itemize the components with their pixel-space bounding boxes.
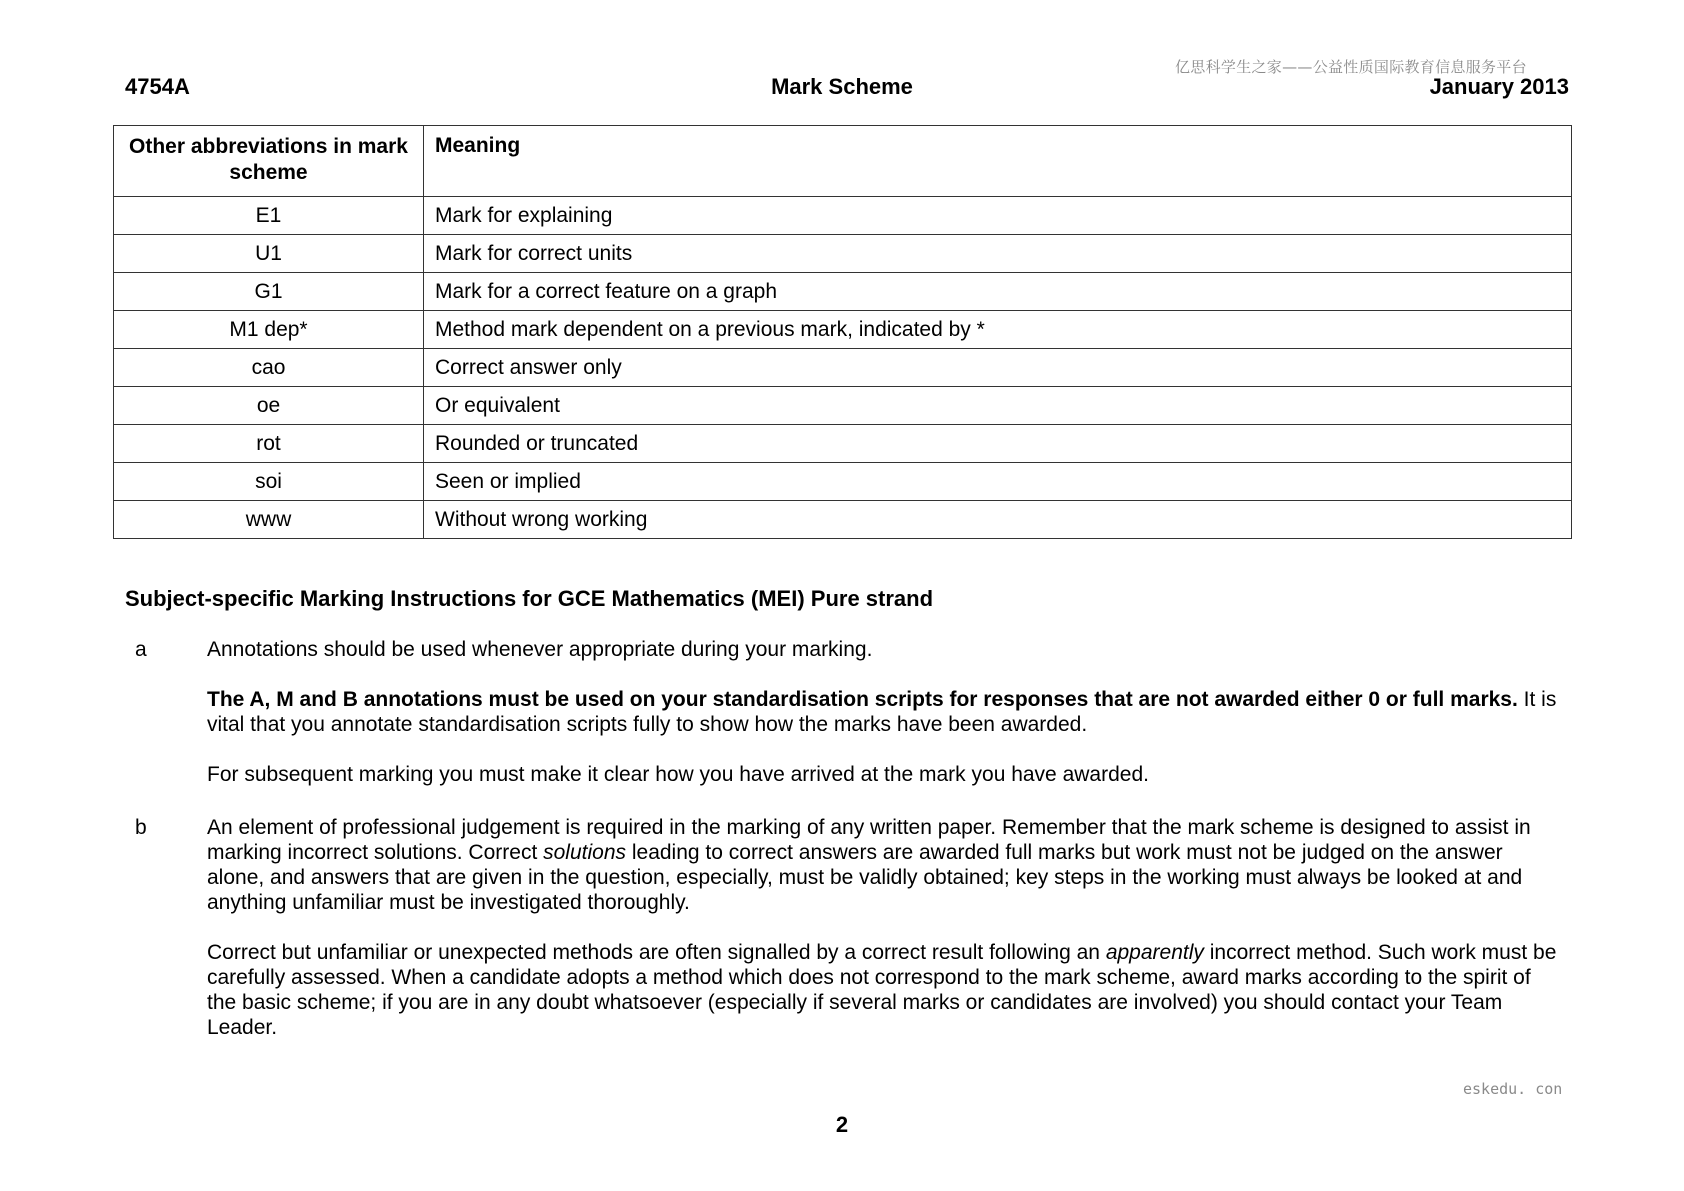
column-header-meaning: Meaning — [424, 126, 1572, 197]
table-row — [114, 235, 1572, 273]
italic-text: solutions — [543, 841, 627, 864]
page-number: 2 — [835, 1112, 849, 1137]
table-header-row — [114, 126, 1572, 197]
abbreviation-cell: oe — [114, 387, 424, 425]
table-row — [114, 273, 1572, 311]
item-label: b — [135, 816, 147, 839]
abbreviation-cell: rot — [114, 425, 424, 463]
abbreviations-table — [113, 125, 1572, 539]
text: leading to correct answers are awarded full marks but work must not be judged on the answer alone, and answers that are given in the question, especially, must be validly obtained; key steps in the working must always be looked at and anything unfamiliar must be investigated thoroughly. — [207, 841, 1523, 914]
abbreviation-cell: U1 — [114, 235, 424, 273]
paragraph — [207, 940, 1565, 1040]
text: Correct but unfamiliar or unexpected methods are often signalled by a correct result following an — [207, 941, 1106, 964]
bold-text: The A, M and B annotations must be used on your standardisation scripts for responses that are not awarded either 0 or full marks. — [207, 688, 1518, 711]
document-title: Mark Scheme — [771, 74, 913, 99]
exam-date: January 2013 — [1429, 74, 1569, 99]
instruction-body — [207, 637, 1565, 787]
meaning-cell: Mark for correct units — [424, 235, 1572, 273]
paragraph: Annotations should be used whenever appropriate during your marking. — [207, 638, 873, 661]
meaning-cell: Or equivalent — [424, 387, 1572, 425]
table-row — [114, 501, 1572, 539]
meaning-cell: Without wrong working — [424, 501, 1572, 539]
abbreviation-cell: soi — [114, 463, 424, 501]
instruction-body — [207, 815, 1565, 1040]
table-row — [114, 349, 1572, 387]
column-header-abbreviation: Other abbreviations in mark scheme — [114, 126, 424, 197]
watermark-top: 亿思科学生之家——公益性质国际教育信息服务平台 — [1175, 58, 1527, 76]
meaning-cell: Mark for a correct feature on a graph — [424, 273, 1572, 311]
item-label: a — [135, 638, 147, 661]
text: An element of professional judgement is required in the marking of any written paper. Remember that the mark scheme is designed to assist in marking incorrect solutions. Correct — [207, 816, 1531, 864]
meaning-cell: Method mark dependent on a previous mark, indicated by * — [424, 311, 1572, 349]
table-row — [114, 387, 1572, 425]
meaning-cell: Mark for explaining — [424, 197, 1572, 235]
instruction-b — [125, 815, 1565, 1065]
table-row — [114, 197, 1572, 235]
paragraph: For subsequent marking you must make it clear how you have arrived at the mark you have awarded. — [207, 763, 1149, 786]
meaning-cell: Rounded or truncated — [424, 425, 1572, 463]
meaning-cell: Correct answer only — [424, 349, 1572, 387]
paragraph — [207, 815, 1565, 915]
abbreviation-cell: M1 dep* — [114, 311, 424, 349]
table-row — [114, 463, 1572, 501]
abbreviation-cell: G1 — [114, 273, 424, 311]
text: incorrect method. Such work must be carefully assessed. When a candidate adopts a method which does not correspond to the mark scheme, award marks according to the spirit of the basic scheme; if you are in any doubt whatsoever (especially if several marks or candidates are involved) you should contact your Team Leader. — [207, 941, 1557, 1039]
abbreviation-cell: cao — [114, 349, 424, 387]
abbreviation-cell: www — [114, 501, 424, 539]
meaning-cell: Seen or implied — [424, 463, 1572, 501]
italic-text: apparently — [1105, 941, 1204, 964]
abbreviation-cell: E1 — [114, 197, 424, 235]
paper-code: 4754A — [125, 74, 190, 99]
instruction-a — [125, 637, 1565, 812]
text: It is vital that you annotate standardisation scripts fully to show how the marks have been awarded. — [207, 688, 1557, 736]
table-row — [114, 311, 1572, 349]
watermark-bottom: eskedu. con — [1463, 1080, 1563, 1098]
table-row — [114, 425, 1572, 463]
paragraph — [207, 687, 1565, 737]
section-title: Subject-specific Marking Instructions for GCE Mathematics (MEI) Pure strand — [125, 586, 934, 611]
